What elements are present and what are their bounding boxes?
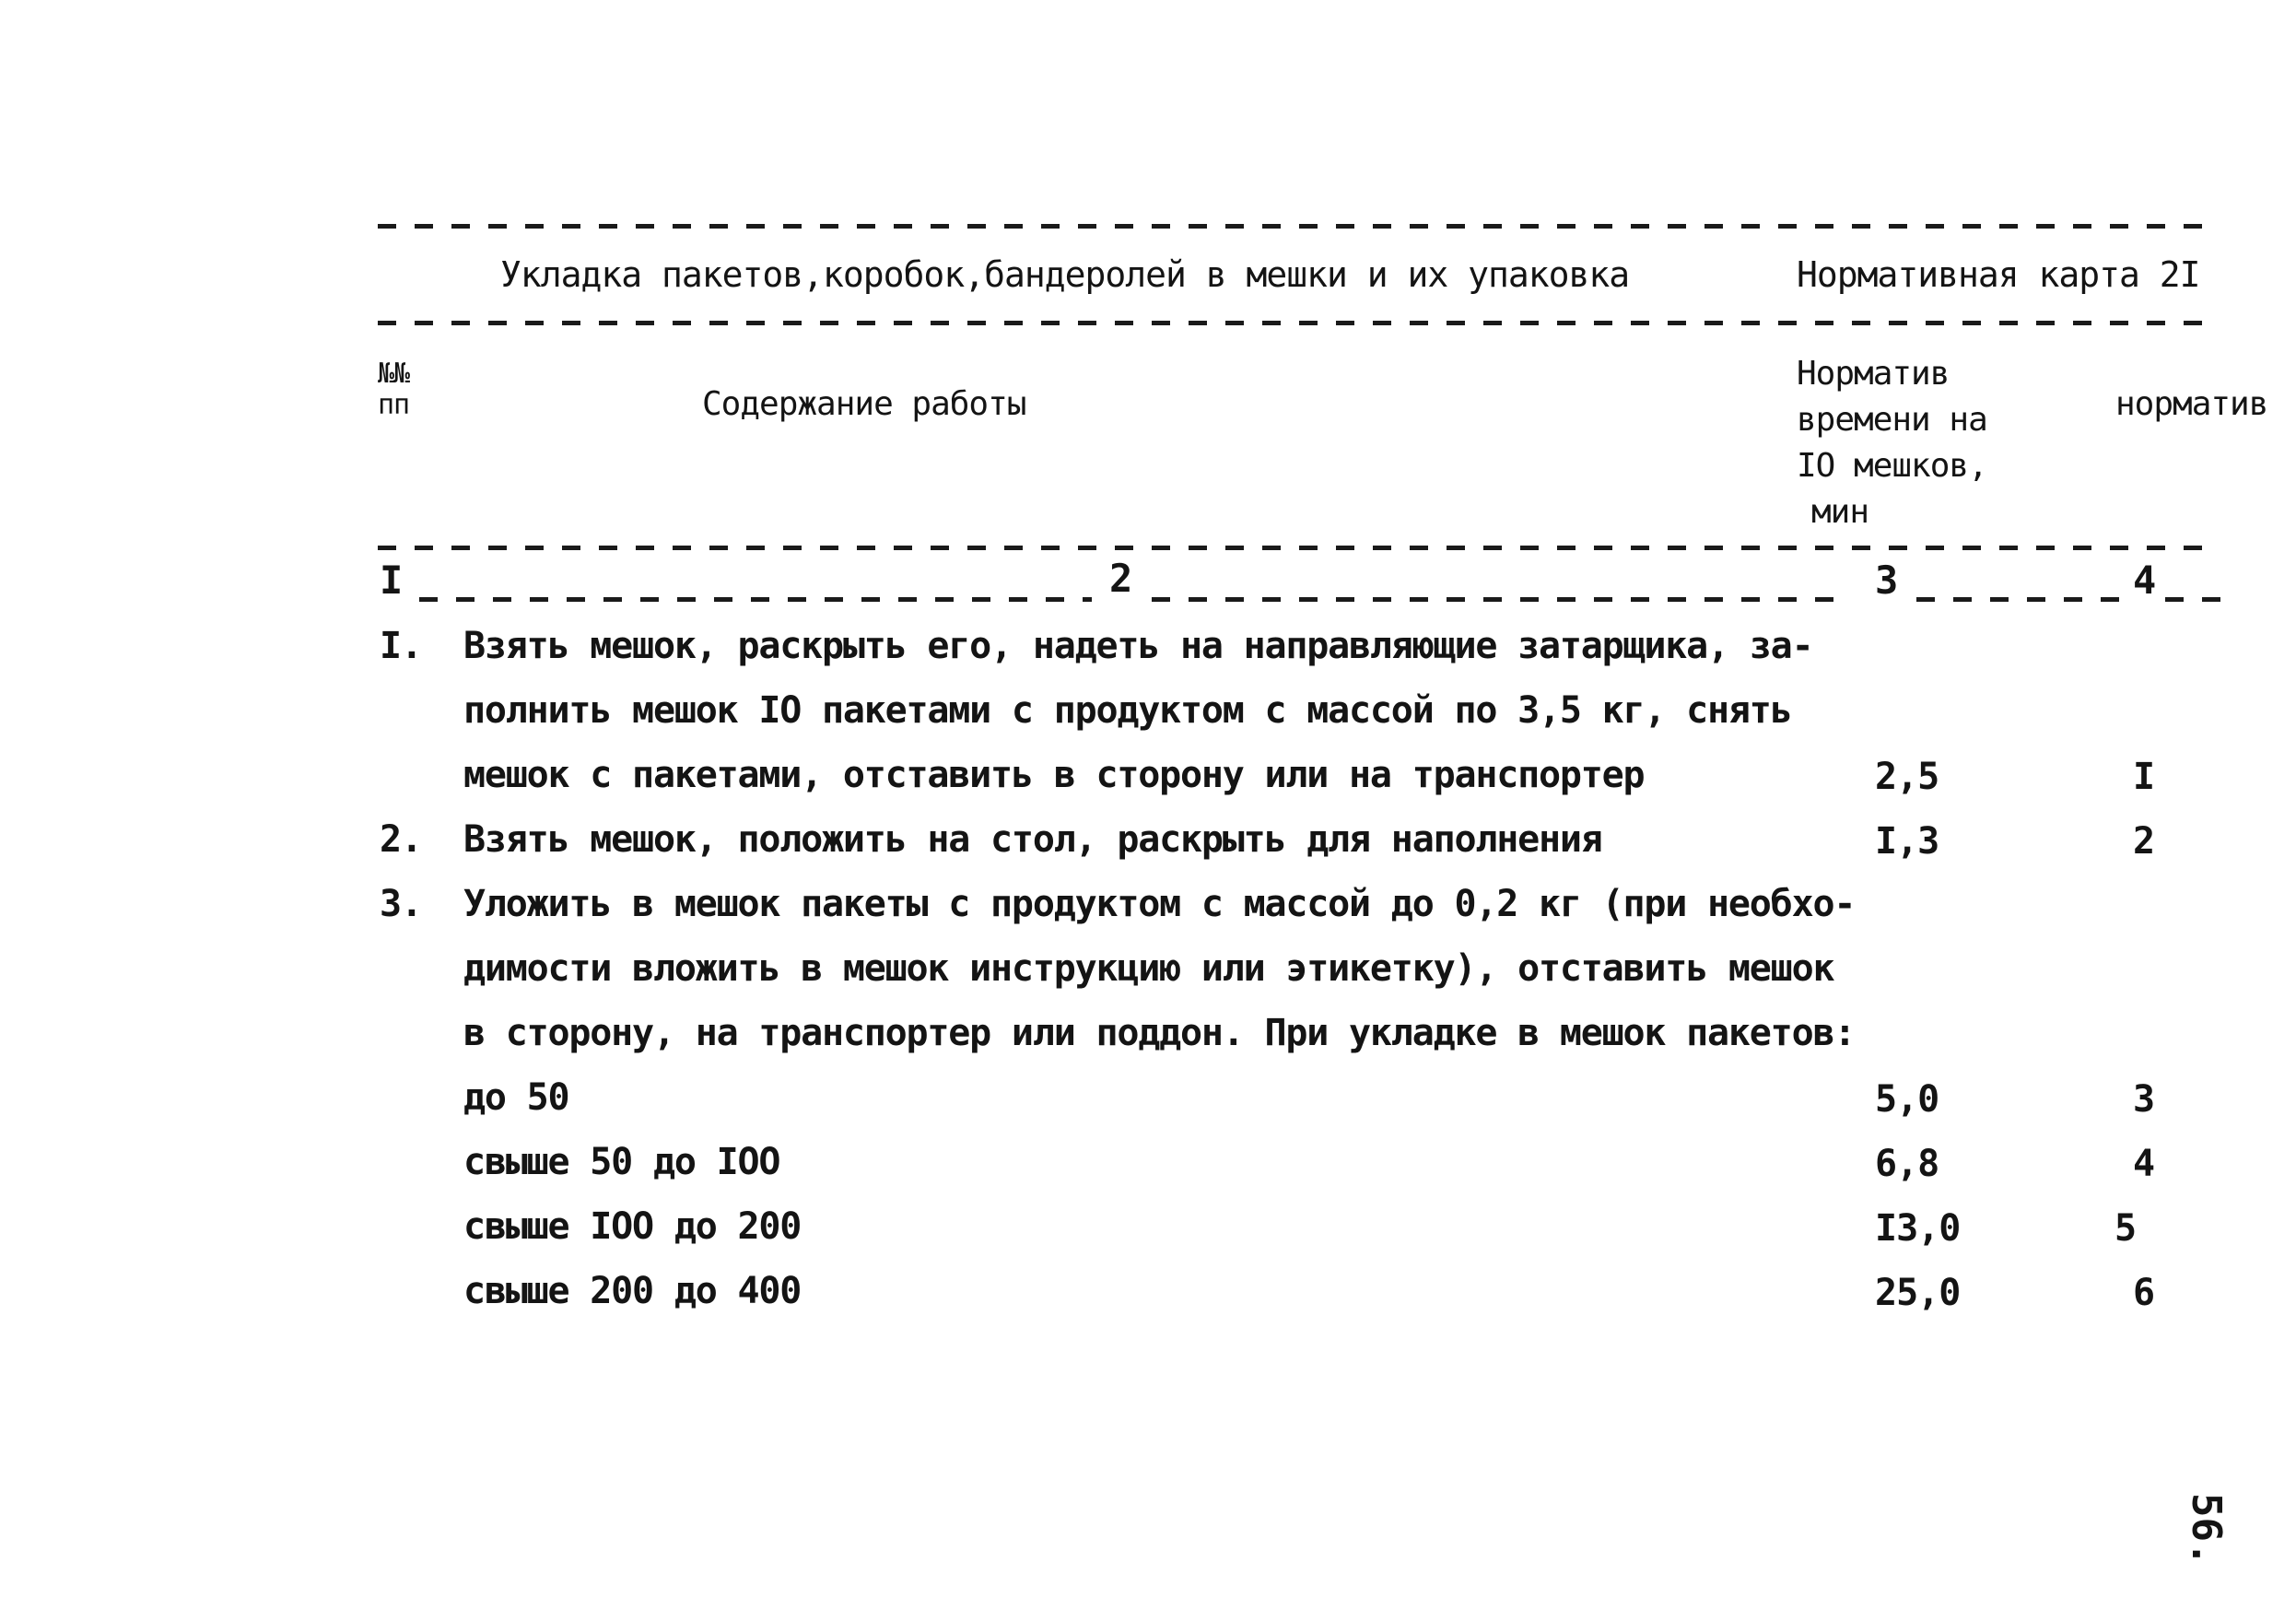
column-number-rule-4 bbox=[2165, 597, 2220, 602]
column-number-rule-2 bbox=[1152, 597, 1852, 602]
subrow-2-norm-number: 4 bbox=[2133, 1143, 2155, 1185]
column-header-norm-line2: времени на bbox=[1797, 401, 1987, 439]
column-number-rule-3 bbox=[1916, 597, 2119, 602]
column-header-norm-number: норматив bbox=[2115, 385, 2268, 423]
subrow-1-label: до 50 bbox=[463, 1076, 569, 1119]
subrow-2-label: свыше 50 до IOO bbox=[463, 1141, 780, 1183]
column-number-1: I bbox=[380, 558, 404, 603]
row-1-text-line3: мешок с пакетами, отставить в сторону или на транспортер bbox=[463, 754, 1645, 796]
row-1-number: I. bbox=[380, 625, 422, 667]
header-dashed-rule bbox=[378, 546, 2216, 550]
row-3-text-line1: Уложить в мешок пакеты с продуктом с массой до 0,2 кг (при необхо- bbox=[463, 883, 1856, 925]
column-header-norm-line4: мин bbox=[1811, 493, 1869, 531]
column-header-norm-line3: IO мешков, bbox=[1797, 447, 1987, 485]
subrow-3-label: свыше IOO до 200 bbox=[463, 1205, 802, 1248]
row-3-number: 3. bbox=[380, 883, 422, 925]
row-1-text-line2: полнить мешок IO пакетами с продуктом с массой по 3,5 кг, снять bbox=[463, 689, 1792, 732]
row-2-norm-number: 2 bbox=[2133, 820, 2155, 863]
page-number: 56. bbox=[2183, 1493, 2230, 1567]
subrow-1-norm-number: 3 bbox=[2133, 1078, 2155, 1121]
title-dashed-rule bbox=[378, 321, 2216, 325]
column-header-norm-line1: Норматив bbox=[1797, 355, 1950, 393]
subrow-4-label: свыше 200 до 400 bbox=[463, 1270, 802, 1312]
column-number-3: 3 bbox=[1875, 558, 1899, 603]
subrow-2-norm-value: 6,8 bbox=[1875, 1143, 1939, 1185]
subrow-1-norm-value: 5,0 bbox=[1875, 1078, 1939, 1121]
row-3-text-line3: в сторону, на транспортер или поддон. При укладке в мешок пакетов: bbox=[463, 1012, 1856, 1054]
column-header-number-line2: пп bbox=[378, 389, 410, 421]
row-1-norm-number: I bbox=[2133, 756, 2155, 798]
subrow-3-norm-value: I3,0 bbox=[1875, 1207, 1961, 1250]
column-header-content: Содержание работы bbox=[702, 385, 1026, 423]
row-2-number: 2. bbox=[380, 818, 422, 861]
top-dashed-rule bbox=[378, 224, 2216, 229]
column-number-2: 2 bbox=[1109, 556, 1133, 601]
column-number-rule-1 bbox=[419, 597, 1092, 602]
column-header-number-line1: №№ bbox=[378, 358, 410, 390]
row-2-text-line1: Взять мешок, положить на стол, раскрыть для наполнения bbox=[463, 818, 1602, 861]
column-number-4: 4 bbox=[2133, 558, 2157, 603]
normative-card-label: Нормативная карта 2I bbox=[1797, 254, 2200, 295]
row-1-norm-value: 2,5 bbox=[1875, 756, 1939, 798]
document-title: Укладка пакетов,коробок,бандеролей в мешки и их упаковка bbox=[500, 254, 1630, 295]
row-1-text-line1: Взять мешок, раскрыть его, надеть на направляющие затарщика, за- bbox=[463, 625, 1813, 667]
subrow-3-norm-number: 5 bbox=[2114, 1207, 2137, 1250]
row-3-text-line2: димости вложить в мешок инструкцию или этикетку), отставить мешок bbox=[463, 947, 1834, 990]
row-2-norm-value: I,3 bbox=[1875, 820, 1939, 863]
subrow-4-norm-number: 6 bbox=[2133, 1272, 2155, 1314]
subrow-4-norm-value: 25,0 bbox=[1875, 1272, 1961, 1314]
